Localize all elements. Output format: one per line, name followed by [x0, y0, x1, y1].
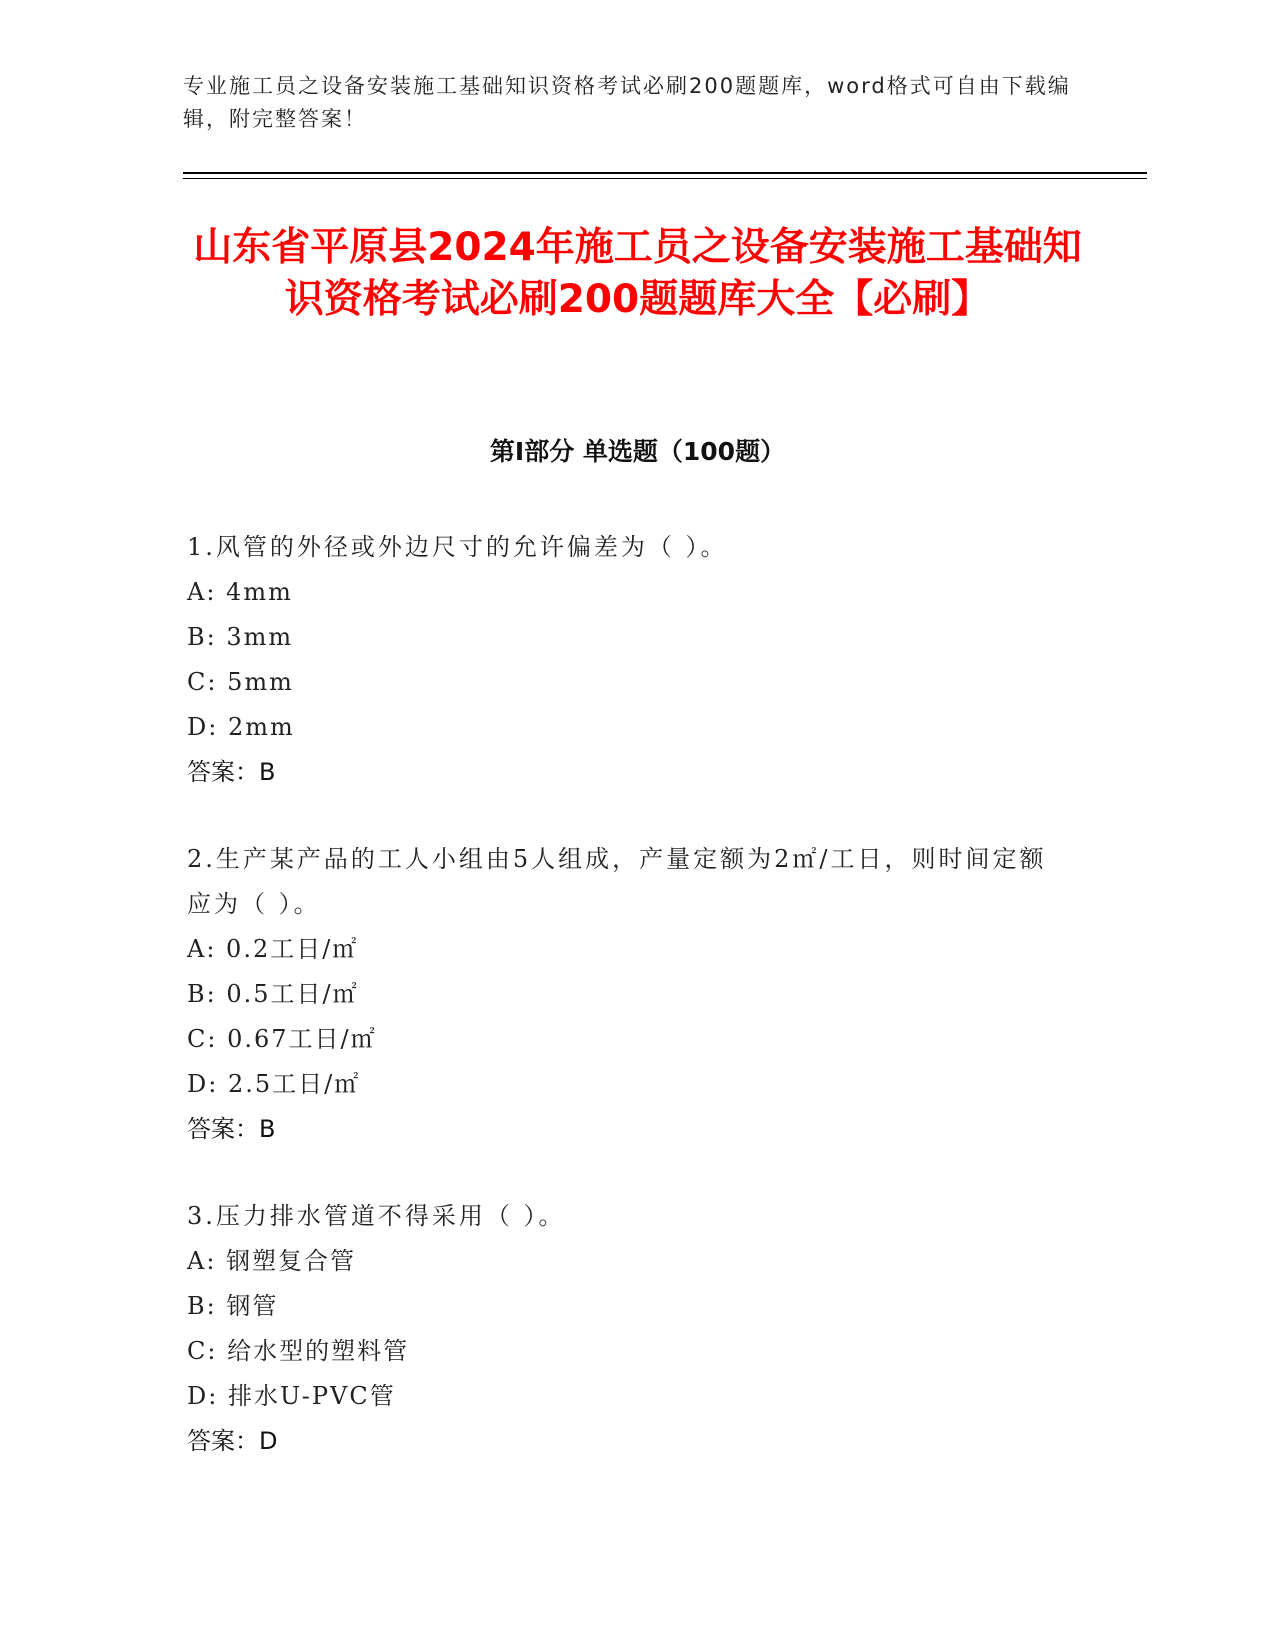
question-3 [187, 1194, 1087, 1464]
answer: 答案：B [187, 758, 276, 786]
option-b: B: 0.5工日/㎡ [187, 980, 359, 1008]
option-d: D: 2.5工日/㎡ [187, 1070, 361, 1098]
question-1 [187, 525, 1087, 795]
option-a: A: 钢塑复合管 [187, 1247, 357, 1275]
option-a: A: 4mm [187, 578, 293, 606]
question-stem: 2.生产某产品的工人小组由5人组成，产量定额为2㎡/工日，则时间定额应为（ ）。 [187, 845, 1047, 918]
header-rule-thin [183, 178, 1147, 179]
answer: 答案：D [187, 1427, 278, 1455]
answer: 答案：B [187, 1115, 276, 1143]
option-d: D: 2mm [187, 713, 295, 741]
question-stem: 3.压力排水管道不得采用（ ）。 [187, 1202, 566, 1230]
option-b: B: 钢管 [187, 1292, 279, 1320]
question-list [187, 525, 1087, 1506]
question-2 [187, 837, 1087, 1152]
header-note: 专业施工员之设备安装施工基础知识资格考试必刷200题题库，word格式可自由下载编辑，附完整答案！ [183, 74, 1071, 131]
header-rule-thick [183, 172, 1147, 174]
document-title: 山东省平原县2024年施工员之设备安装施工基础知识资格考试必刷200题题库大全【必刷】 [193, 225, 1082, 322]
section-title: 第Ⅰ部分 单选题（100题） [489, 437, 786, 466]
question-stem: 1.风管的外径或外边尺寸的允许偏差为（ ）。 [187, 533, 728, 561]
option-d: D: 排水U-PVC管 [187, 1382, 396, 1410]
option-b: B: 3mm [187, 623, 294, 651]
option-c: C: 给水型的塑料管 [187, 1337, 410, 1365]
option-a: A: 0.2工日/㎡ [187, 935, 359, 963]
option-c: C: 0.67工日/㎡ [187, 1025, 377, 1053]
option-c: C: 5mm [187, 668, 294, 696]
